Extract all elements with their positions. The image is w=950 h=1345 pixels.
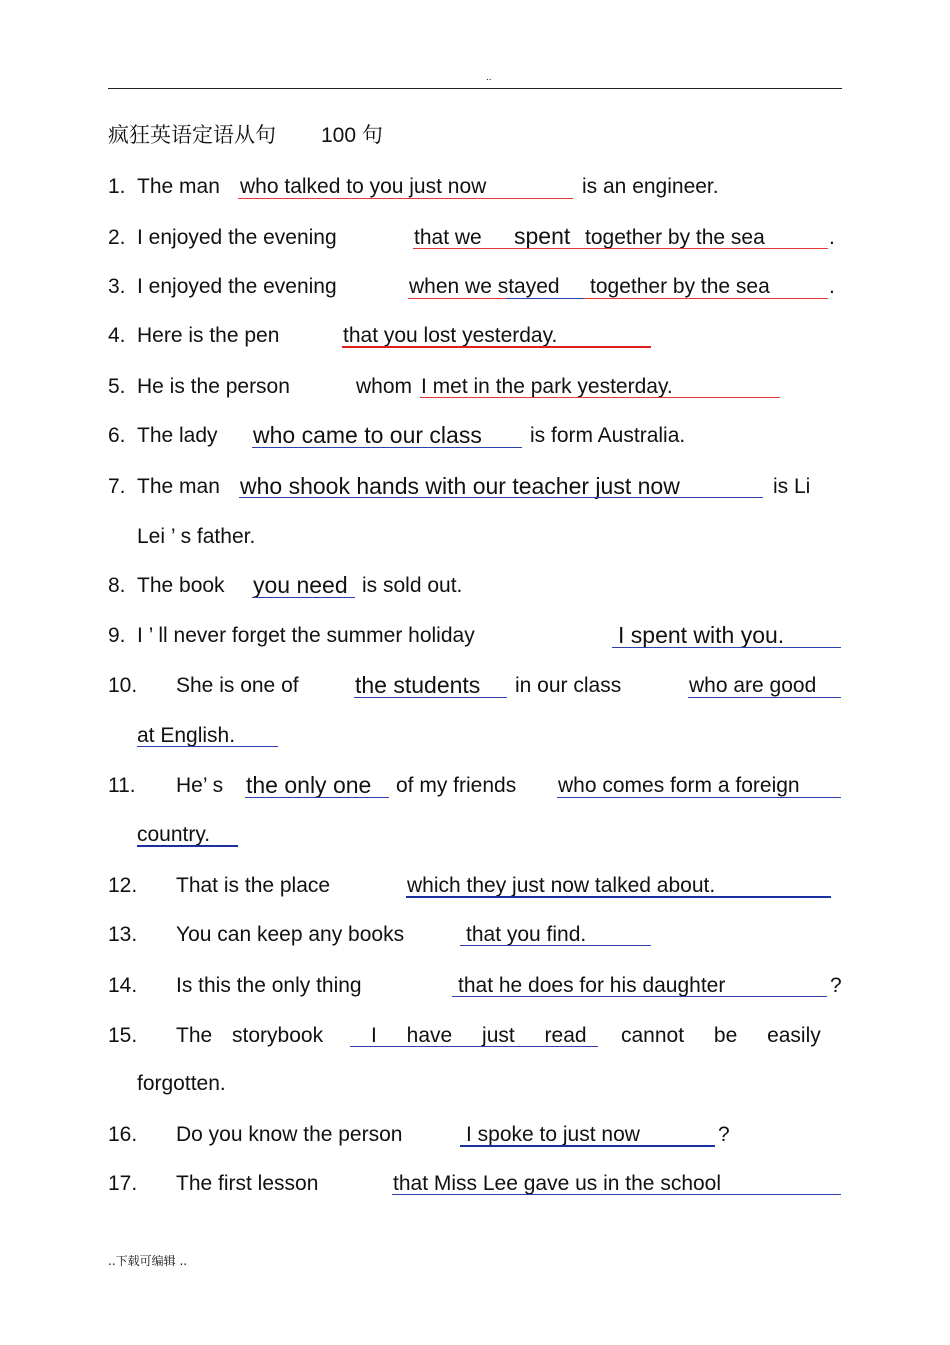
title-count-text: 100 句 (321, 124, 383, 147)
sentence-text: She is one of (176, 674, 299, 697)
sentence-text: That is the place (176, 874, 331, 897)
answer-underline-a (408, 298, 506, 299)
answer-underline (239, 497, 763, 498)
sentence-text: I enjoyed the evening (137, 275, 337, 298)
sentence-number: 10. (108, 674, 138, 697)
answer-text-a: that we (414, 226, 482, 249)
sentence-number: 2. (108, 226, 126, 249)
answer-underline (350, 1046, 598, 1047)
answer-text: that you lost yesterday. (343, 324, 558, 347)
sentence-number: 16. (108, 1123, 138, 1146)
sentence-continuation: forgotten. (137, 1072, 226, 1095)
sentence-text: You can keep any books (176, 923, 405, 946)
sentence-text: He’ s (176, 774, 224, 797)
sentence-number: 14. (108, 974, 138, 997)
answer-underline-b (688, 697, 841, 698)
sentence-text: The man (137, 475, 220, 498)
answer-text: I have just read (371, 1024, 587, 1047)
sentence-number: 11. (108, 774, 136, 797)
sentence-number: 12. (108, 874, 138, 897)
sentence-text: I ’ ll never forget the summer holiday (137, 624, 475, 647)
answer-text: that you find. (466, 923, 587, 946)
answer-underline (406, 896, 831, 898)
answer-text-a: whom (356, 375, 413, 398)
sentence-text-end: ? (830, 974, 842, 997)
sentence-text-end: . (829, 275, 835, 298)
sentence-number: 1. (108, 175, 126, 198)
answer-text: who shook hands with our teacher just now (240, 473, 680, 499)
sentence-text: The lady (137, 424, 218, 447)
answer-text-b: spent (514, 223, 571, 249)
answer-underline (238, 198, 573, 199)
answer-underline (460, 945, 651, 946)
sentence-number: 17. (108, 1172, 138, 1195)
continuation-underline (137, 845, 238, 847)
sentence-text-end: is an engineer. (582, 175, 719, 198)
answer-underline (460, 1145, 715, 1147)
sentence-continuation: Lei ’ s father. (137, 525, 256, 548)
answer-text-b: who comes form a foreign (558, 774, 800, 797)
sentence-number: 13. (108, 923, 138, 946)
answer-text: you need (253, 572, 348, 598)
sentence-text: Do you know the person (176, 1123, 403, 1146)
answer-text-b: who are good (689, 674, 817, 697)
answer-text: I spoke to just now (466, 1123, 640, 1146)
answer-underline-c (584, 298, 828, 299)
sentence-text: Is this the only thing (176, 974, 362, 997)
answer-text-a: the only one (246, 772, 372, 798)
answer-underline (413, 248, 828, 249)
answer-underline (252, 447, 522, 448)
answer-underline (252, 597, 355, 598)
answer-text: I spent with you. (618, 622, 785, 648)
answer-underline-b (557, 797, 841, 798)
sentence-number: 4. (108, 324, 126, 347)
answer-underline (420, 397, 780, 398)
sentence-text: The book (137, 574, 225, 597)
sentence-number: 6. (108, 424, 126, 447)
sentence-continuation: country. (137, 823, 211, 846)
answer-text-c: together by the sea (585, 226, 765, 249)
answer-underline-a (245, 797, 389, 798)
sentence-number: 15. (108, 1024, 138, 1047)
sentence-text: He is the person (137, 375, 290, 398)
answer-text: that Miss Lee gave us in the school (393, 1172, 722, 1195)
answer-underline (452, 996, 827, 997)
sentence-text-middle: in our class (515, 674, 622, 697)
sentence-number: 7. (108, 475, 126, 498)
sentence-number: 3. (108, 275, 126, 298)
sentence-number: 8. (108, 574, 126, 597)
sentence-text-end: cannot be easily (621, 1024, 821, 1047)
page-title: 疯狂英语定语从句 (108, 123, 276, 147)
sentence-text-end: . (829, 226, 835, 249)
answer-text: which they just now talked about. (407, 874, 716, 897)
footer-text: ..下载可编辑 .. (108, 1254, 188, 1268)
answer-underline-b (506, 298, 584, 299)
answer-text-b: I met in the park yesterday. (421, 375, 673, 398)
title-count (321, 125, 383, 146)
sentence-number: 9. (108, 624, 126, 647)
answer-underline (612, 647, 841, 648)
header-rule (108, 88, 842, 89)
sentence-text: The man (137, 175, 220, 198)
continuation-underline (137, 746, 278, 747)
sentence-number: 5. (108, 375, 126, 398)
sentence-text-end: is form Australia. (530, 424, 686, 447)
sentence-continuation: at English. (137, 724, 236, 747)
sentence-text-end: ? (718, 1123, 730, 1146)
sentence-text-middle: of my friends (396, 774, 517, 797)
answer-text: who talked to you just now (240, 175, 487, 198)
answer-text: who came to our class (253, 422, 482, 448)
sentence-text: The first lesson (176, 1172, 319, 1195)
answer-underline-a (354, 697, 507, 698)
sentence-text: The storybook (176, 1024, 324, 1047)
answer-text-a: the students (355, 672, 481, 698)
sentence-text-end: is sold out. (362, 574, 463, 597)
header-mark: .. (486, 72, 492, 83)
answer-text-b: together by the sea (590, 275, 770, 298)
answer-text-a: when we stayed (409, 275, 560, 298)
answer-text: that he does for his daughter (458, 974, 726, 997)
sentence-text-end: is Li (773, 475, 811, 498)
answer-underline (392, 1194, 841, 1195)
sentence-text: I enjoyed the evening (137, 226, 337, 249)
answer-underline (342, 346, 651, 348)
sentence-text: Here is the pen (137, 324, 280, 347)
